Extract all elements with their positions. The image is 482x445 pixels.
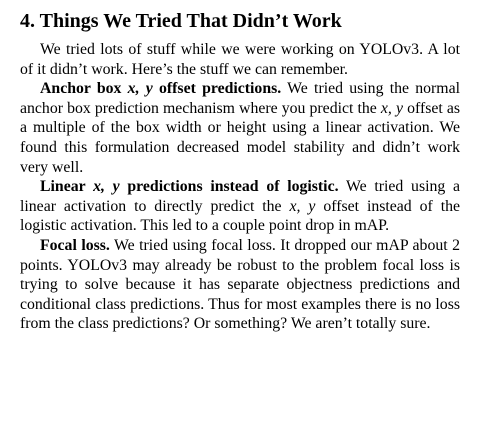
run-in-heading-part: offset predictions. xyxy=(152,80,282,98)
run-in-heading-part: predictions instead of logistic. xyxy=(119,178,339,196)
paragraph-text: We tried using a linear activation to directly predict the xyxy=(20,178,461,215)
run-in-heading-part: Anchor box xyxy=(40,80,128,98)
paragraph-anchor-box xyxy=(20,79,460,177)
paragraph-text: offset instead of the logistic activation. This led to a couple point drop in mAP. xyxy=(20,197,460,235)
paragraph-text: We tried lots of stuff while we were working on YOLOv3. A lot of it didn’t work. Here’s the stuff we can remember. xyxy=(20,41,460,78)
paragraph-focal-loss xyxy=(20,236,460,334)
paragraph-intro xyxy=(20,40,460,79)
paragraph-run-in-heading: Focal loss. xyxy=(40,236,110,254)
run-in-heading-part: Linear xyxy=(40,178,94,196)
paragraph-run-in-heading xyxy=(40,178,339,195)
paragraph-linear-predictions xyxy=(20,177,460,236)
section-heading: 4. Things We Tried That Didn’t Work xyxy=(20,10,342,32)
math-symbol: x, y xyxy=(380,99,403,117)
paragraph-text: We tried using the normal anchor box prediction mechanism where you predict the xyxy=(20,80,460,117)
paragraph-text: offset as a multiple of the box width or height using a linear activation. We found this formulation decreased model stability and didn’t work very well. xyxy=(20,99,461,176)
paragraph-text: We tried using focal loss. It dropped our mAP about 2 points. YOLOv3 may already be robust to the problem focal loss is trying to solve because it has separate objectness predictions and conditional class predictions. Thus for most examples there is no loss from the class predictions? Or something? We aren’t totally sure. xyxy=(20,236,460,333)
paragraph-run-in-heading xyxy=(40,80,281,97)
math-symbol: x, y xyxy=(93,178,120,196)
math-symbol: x, y xyxy=(289,197,316,215)
math-symbol: x, y xyxy=(127,80,153,98)
paper-section xyxy=(20,8,460,334)
